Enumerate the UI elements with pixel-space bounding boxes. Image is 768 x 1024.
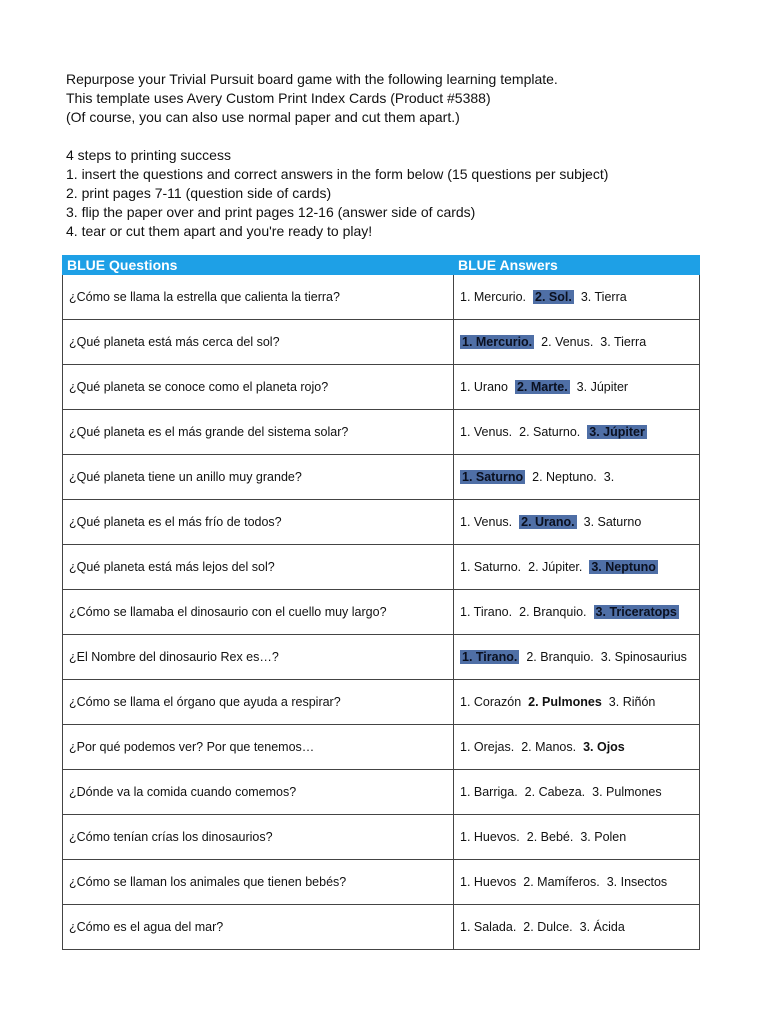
answer-option: 3. Júpiter — [576, 380, 629, 394]
intro-text — [66, 70, 746, 241]
table-row — [63, 410, 700, 455]
step-line: 3. flip the paper over and print pages 12-16 (answer side of cards) — [66, 204, 476, 220]
answer-option: 2. Dulce. — [523, 920, 573, 934]
intro-line: (Of course, you can also use normal paper and cut them apart.) — [66, 109, 460, 125]
correct-answer-bold: 3. Ojos — [583, 740, 625, 754]
table-row — [63, 365, 700, 410]
answer-option: 3. Saturno — [583, 515, 642, 529]
answer-option: 2. Venus. — [541, 335, 594, 349]
answer-cell — [454, 410, 700, 455]
answer-option: 1. Tirano. — [460, 605, 513, 619]
answer-cell — [454, 680, 700, 725]
question-cell: ¿Dónde va la comida cuando comemos? — [63, 770, 454, 815]
answer-option: 1. Salada. — [460, 920, 517, 934]
answer-option: 1. Mercurio. — [460, 290, 526, 304]
table-row — [63, 680, 700, 725]
answer-option: 2. Branquio. — [519, 605, 587, 619]
table-row — [63, 725, 700, 770]
correct-answer-highlight: 1. Mercurio. — [462, 335, 533, 349]
answer-cell — [454, 590, 700, 635]
correct-answer-highlight: 1. Tirano. — [462, 650, 518, 664]
answer-cell — [454, 725, 700, 770]
correct-answer-highlight: 3. Júpiter — [589, 425, 645, 439]
steps-title: 4 steps to printing success — [66, 147, 231, 163]
correct-answer-bold: 2. Pulmones — [528, 695, 602, 709]
table-row — [63, 905, 700, 950]
question-cell: ¿Qué planeta tiene un anillo muy grande? — [63, 455, 454, 500]
question-cell: ¿Cómo es el agua del mar? — [63, 905, 454, 950]
answer-option: 3. — [603, 470, 615, 484]
answer-option: 1. Huevos. — [460, 830, 520, 844]
question-cell: ¿Qué planeta está más lejos del sol? — [63, 545, 454, 590]
answer-option: 2. Saturno. — [519, 425, 581, 439]
answer-option: 3. Ácida — [579, 920, 625, 934]
table-row — [63, 770, 700, 815]
question-cell: ¿Cómo se llaman los animales que tienen bebés? — [63, 860, 454, 905]
answer-option: 2. Branquio. — [526, 650, 594, 664]
intro-line: Repurpose your Trivial Pursuit board game with the following learning template. — [66, 71, 558, 87]
answer-cell — [454, 770, 700, 815]
answer-option: 1. Saturno. — [460, 560, 522, 574]
answer-cell — [454, 635, 700, 680]
answer-cell — [454, 905, 700, 950]
table-row — [63, 275, 700, 320]
step-line: 4. tear or cut them apart and you're ready to play! — [66, 223, 373, 239]
table-row — [63, 590, 700, 635]
correct-answer-highlight: 3. Triceratops — [595, 605, 677, 619]
answer-cell — [454, 545, 700, 590]
correct-answer-highlight: 2. Sol. — [535, 290, 572, 304]
answer-option: 3. Pulmones — [592, 785, 662, 799]
correct-answer-highlight: 2. Marte. — [516, 380, 568, 394]
answer-cell — [454, 815, 700, 860]
correct-answer-highlight: 1. Saturno — [462, 470, 524, 484]
spacer — [66, 127, 746, 146]
intro-line: This template uses Avery Custom Print Index Cards (Product #5388) — [66, 90, 491, 106]
answer-option: 3. Tierra — [580, 290, 627, 304]
step-line: 2. print pages 7-11 (question side of cards) — [66, 185, 332, 201]
answer-option: 3. Spinosaurius — [600, 650, 687, 664]
blue-questions-table — [62, 255, 700, 950]
question-cell: ¿Qué planeta es el más grande del sistema solar? — [63, 410, 454, 455]
table-row — [63, 635, 700, 680]
table-row — [63, 815, 700, 860]
answer-cell — [454, 860, 700, 905]
answer-option: 3. Riñón — [608, 695, 656, 709]
correct-answer-highlight: 2. Urano. — [521, 515, 575, 529]
table-header-row — [63, 256, 700, 275]
answer-option: 1. Corazón — [460, 695, 522, 709]
answer-option: 2. Cabeza. — [524, 785, 586, 799]
answer-cell — [454, 365, 700, 410]
answer-cell — [454, 500, 700, 545]
answer-option: 2. Mamíferos. — [523, 875, 600, 889]
question-cell: ¿Cómo se llama el órgano que ayuda a respirar? — [63, 680, 454, 725]
table-row — [63, 500, 700, 545]
answer-option: 1. Venus. — [460, 425, 513, 439]
answer-option: 3. Tierra — [600, 335, 647, 349]
question-cell: ¿Cómo se llama la estrella que calienta la tierra? — [63, 275, 454, 320]
step-line: 1. insert the questions and correct answers in the form below (15 questions per subject) — [66, 166, 609, 182]
question-cell: ¿Qué planeta se conoce como el planeta rojo? — [63, 365, 454, 410]
answer-option: 1. Venus. — [460, 515, 513, 529]
answer-option: 2. Júpiter. — [528, 560, 583, 574]
answer-cell — [454, 320, 700, 365]
answer-option: 3. Polen — [580, 830, 627, 844]
answer-option: 1. Orejas. — [460, 740, 515, 754]
answer-option: 2. Manos. — [521, 740, 577, 754]
answer-option: 1. Urano — [460, 380, 508, 394]
question-cell: ¿Qué planeta es el más frío de todos? — [63, 500, 454, 545]
header-questions: BLUE Questions — [63, 256, 454, 275]
correct-answer-highlight: 3. Neptuno — [591, 560, 656, 574]
answer-cell — [454, 455, 700, 500]
answer-option: 2. Bebé. — [526, 830, 574, 844]
question-cell: ¿El Nombre del dinosaurio Rex es…? — [63, 635, 454, 680]
table-row — [63, 545, 700, 590]
table-row — [63, 455, 700, 500]
table-row — [63, 860, 700, 905]
answer-option: 1. Huevos — [460, 875, 517, 889]
answer-option: 3. Insectos — [606, 875, 668, 889]
answer-option: 1. Barriga. — [460, 785, 518, 799]
header-answers: BLUE Answers — [454, 256, 700, 275]
answer-cell — [454, 275, 700, 320]
question-cell: ¿Por qué podemos ver? Por que tenemos… — [63, 725, 454, 770]
table-row — [63, 320, 700, 365]
answer-option: 2. Neptuno. — [532, 470, 597, 484]
question-cell: ¿Cómo se llamaba el dinosaurio con el cuello muy largo? — [63, 590, 454, 635]
question-cell: ¿Qué planeta está más cerca del sol? — [63, 320, 454, 365]
question-cell: ¿Cómo tenían crías los dinosaurios? — [63, 815, 454, 860]
